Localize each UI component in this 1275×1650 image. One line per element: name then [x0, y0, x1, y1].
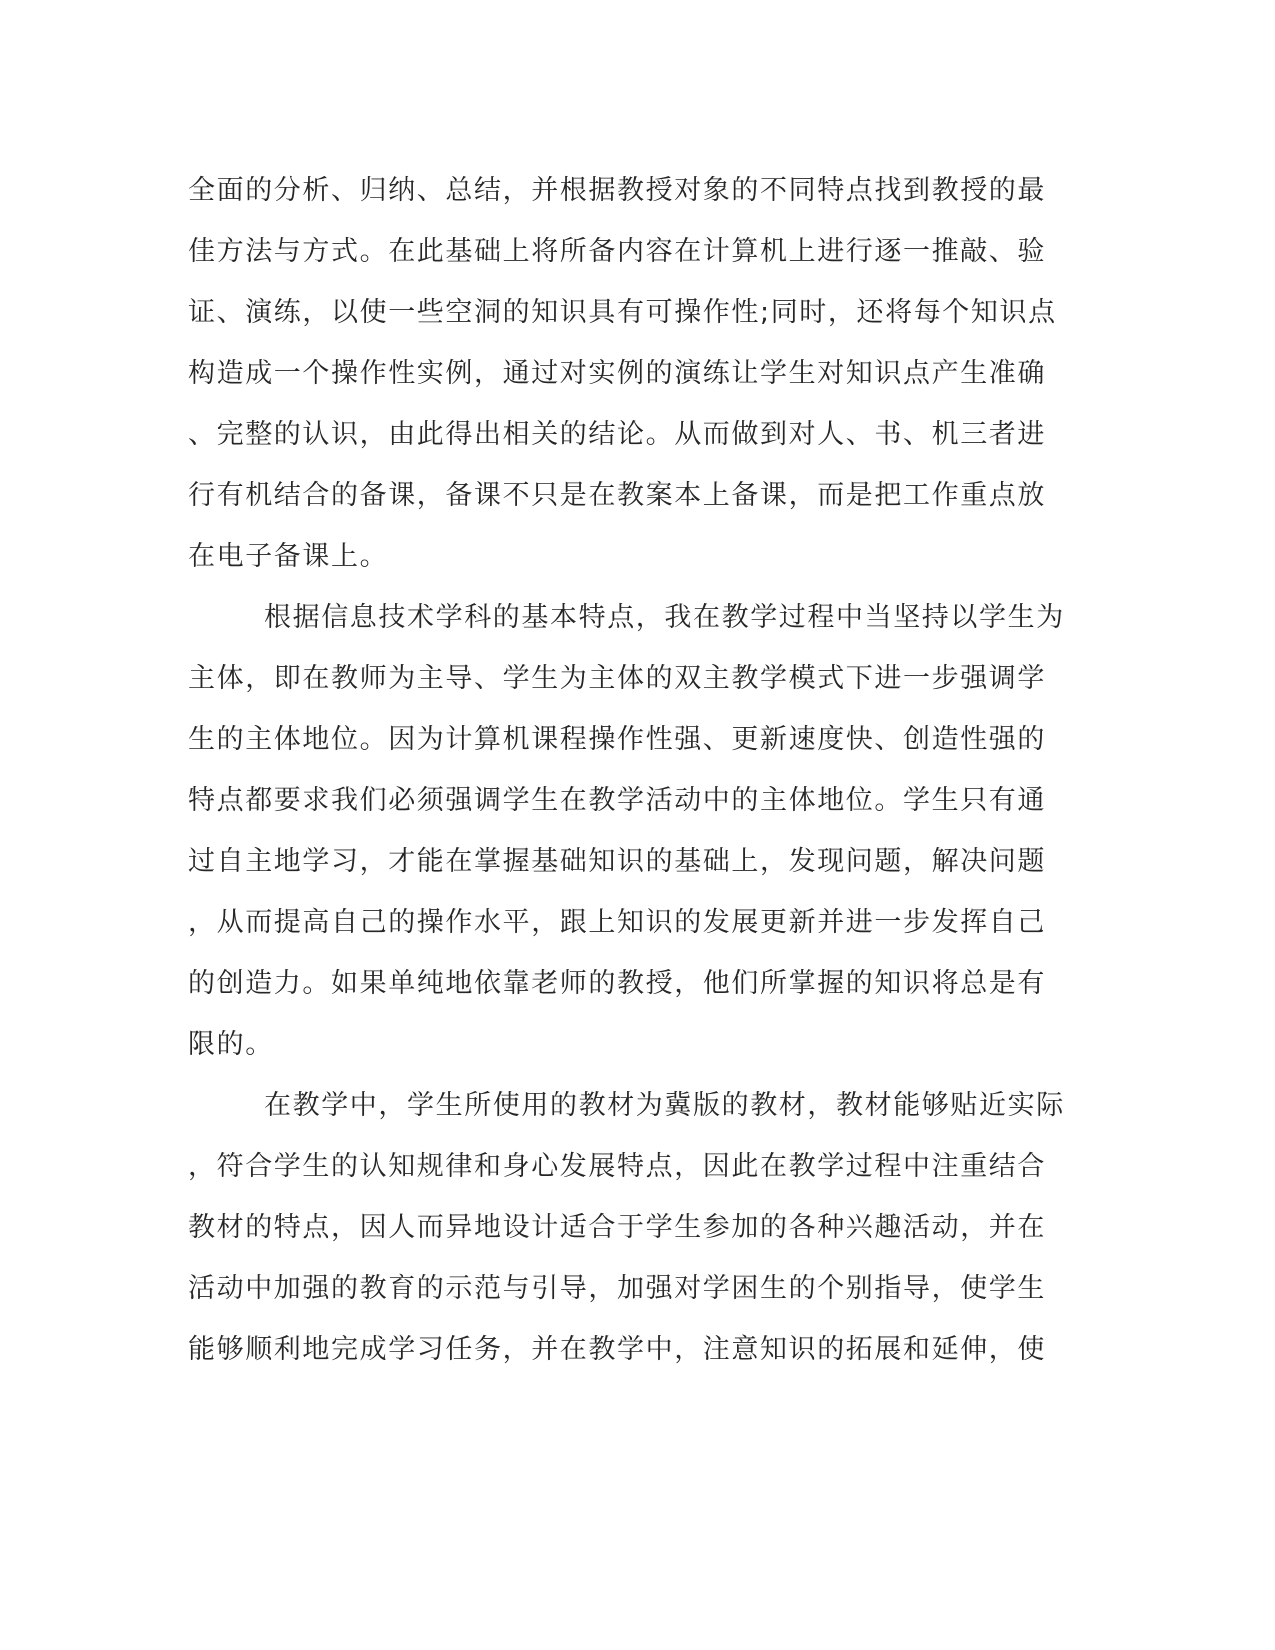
- text-line: 特点都要求我们必须强调学生在教学活动中的主体地位。学生只有通: [188, 785, 1046, 816]
- text-line: 能够顺利地完成学习任务，并在教学中，注意知识的拓展和延伸，使: [188, 1334, 1046, 1365]
- text-line: 在电子备课上。: [188, 541, 389, 572]
- text-line: 主体，即在教师为主导、学生为主体的双主教学模式下进一步强调学: [188, 663, 1046, 694]
- text-line: 限的。: [188, 1029, 274, 1060]
- text-line: ，从而提高自己的操作水平，跟上知识的发展更新并进一步发挥自己: [188, 907, 1046, 938]
- text-line: 、完整的认识，由此得出相关的结论。从而做到对人、书、机三者进: [188, 419, 1046, 450]
- text-line: 活动中加强的教育的示范与引导，加强对学困生的个别指导，使学生: [188, 1273, 1046, 1304]
- text-line: 行有机结合的备课，备课不只是在教案本上备课，而是把工作重点放: [188, 480, 1046, 511]
- text-line: ，符合学生的认知规律和身心发展特点，因此在教学过程中注重结合: [188, 1151, 1046, 1182]
- text-line: 全面的分析、归纳、总结，并根据教授对象的不同特点找到教授的最: [188, 175, 1046, 206]
- text-line: 构造成一个操作性实例，通过对实例的演练让学生对知识点产生准确: [188, 358, 1046, 389]
- text-line: 的创造力。如果单纯地依靠老师的教授，他们所掌握的知识将总是有: [188, 968, 1046, 999]
- text-line: 生的主体地位。因为计算机课程操作性强、更新速度快、创造性强的: [188, 724, 1046, 755]
- body-text: [188, 160, 1088, 1380]
- text-line: 过自主地学习，才能在掌握基础知识的基础上，发现问题，解决问题: [188, 846, 1046, 877]
- text-line: 证、演练，以使一些空洞的知识具有可操作性;同时，还将每个知识点: [188, 297, 1057, 328]
- text-line: 佳方法与方式。在此基础上将所备内容在计算机上进行逐一推敲、验: [188, 236, 1046, 267]
- paragraph-start-line: 根据信息技术学科的基本特点，我在教学过程中当坚持以学生为: [264, 602, 1065, 633]
- paragraph-start-line: 在教学中，学生所使用的教材为冀版的教材，教材能够贴近实际: [264, 1090, 1065, 1121]
- text-line: 教材的特点，因人而异地设计适合于学生参加的各种兴趣活动，并在: [188, 1212, 1046, 1243]
